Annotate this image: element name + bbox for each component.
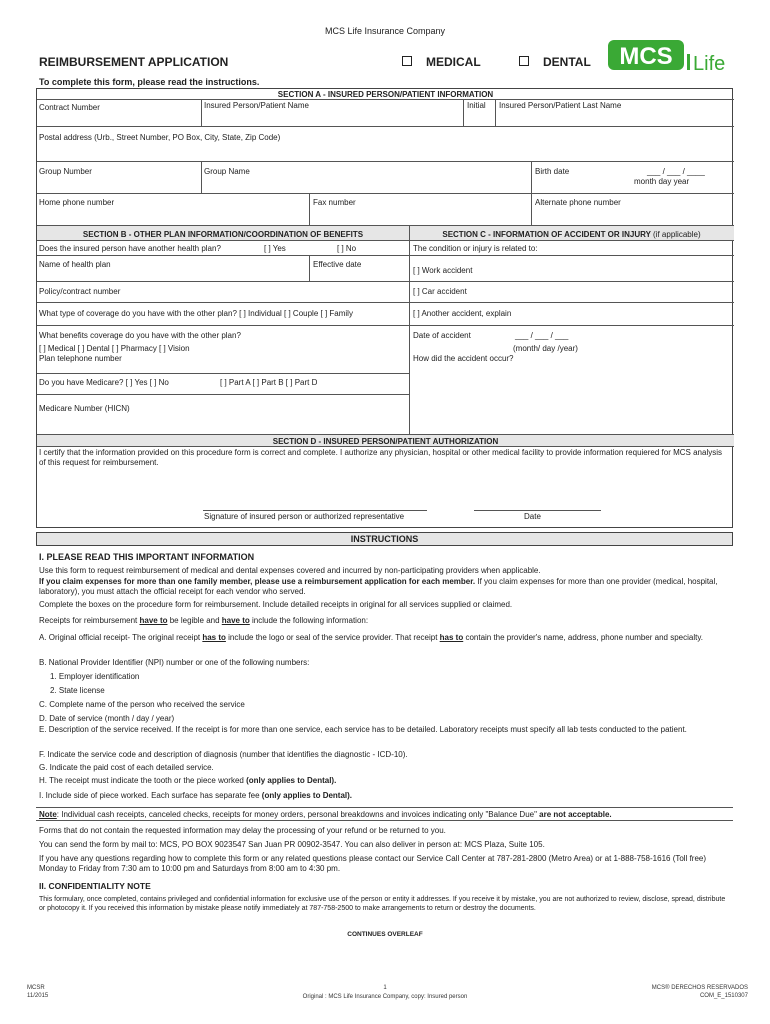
accident-description-field[interactable]: How did the accident occur? (413, 354, 514, 363)
other-plan-yes[interactable]: [ ] Yes (264, 244, 286, 253)
accident-date-blanks: ___ / ___ / ___ (515, 331, 569, 340)
rights-reserved: MCS® DERECHOS RESERVADOS (651, 985, 748, 991)
instructions-p4: Receipts for reimbursement have to be legible and have to include the following information: (39, 616, 369, 625)
medical-checkbox[interactable] (402, 56, 412, 66)
form-code: MCSR (27, 985, 45, 991)
item-c: C. Complete name of the person who received the service (39, 700, 245, 709)
insured-name-field[interactable]: Insured Person/Patient Name (204, 101, 309, 110)
important-info-heading: I. PLEASE READ THIS IMPORTANT INFORMATION (39, 552, 255, 562)
medicare-parts[interactable]: [ ] Part A [ ] Part B [ ] Part D (220, 378, 318, 387)
work-accident-option[interactable]: [ ] Work accident (413, 266, 473, 275)
other-plan-no[interactable]: [ ] No (337, 244, 357, 253)
group-number-field[interactable]: Group Number (39, 167, 92, 176)
item-b2: 2. State license (50, 686, 105, 695)
dental-label: DENTAL (543, 55, 591, 69)
item-b: B. National Provider Identifier (NPI) number or one of the following numbers: (39, 658, 310, 667)
item-g: G. Indicate the paid cost of each detailed service. (39, 763, 214, 772)
effective-date-field[interactable]: Effective date (313, 260, 362, 269)
item-h: H. The receipt must indicate the tooth or the piece worked (only applies to Dental). (39, 776, 337, 785)
home-phone-field[interactable]: Home phone number (39, 198, 115, 207)
certification-text: I certify that the information provided on this procedure form is correct and complete. I authorize any physician, hospital or other medical facility to provide information requiered for MCS analysis of this request for reimbursement. (39, 448, 722, 467)
accident-date-field[interactable]: Date of accident (413, 331, 471, 340)
alt-phone-field[interactable]: Alternate phone number (535, 198, 621, 207)
instructions-p2: If you claim expenses for more than one family member, please use a reimbursement application for each member. If you claim expenses for more than one provider (medical, hospital, laboratory), you must attach the official receipt for each vendor who served. (39, 577, 718, 596)
delay-text: Forms that do not contain the requested information may delay the processing of your refund or be returned to you. (39, 826, 446, 835)
health-plan-name-field[interactable]: Name of health plan (39, 260, 111, 269)
mcs-life-logo (607, 38, 733, 74)
condition-related-label: The condition or injury is related to: (413, 244, 538, 253)
plan-phone-field[interactable]: Plan telephone number (39, 354, 122, 363)
group-name-field[interactable]: Group Name (204, 167, 250, 176)
form-date: 11/2015 (27, 993, 49, 999)
birth-date-field[interactable]: Birth date (535, 167, 570, 176)
fax-field[interactable]: Fax number (313, 198, 356, 207)
medicare-question[interactable]: Do you have Medicare? [ ] Yes [ ] No (39, 378, 169, 387)
item-a: A. Original official receipt- The original receipt has to include the logo or seal of the service provider. That receipt has to contain the provider's name, address, phone number and specialty. (39, 633, 703, 642)
initial-field[interactable]: Initial (467, 101, 486, 110)
company-name: MCS Life Insurance Company (324, 26, 446, 36)
form-id: COM_E_1510307 (699, 993, 748, 999)
instructions-p1: Use this form to request reimbursement of medical and dental expenses covered and incurred by non-participating providers when applicable. (39, 566, 541, 575)
section-d-title: SECTION D - INSURED PERSON/PATIENT AUTHORIZATION (272, 437, 499, 446)
note-text: Note: Individual cash receipts, canceled checks, receipts for money orders, personal breakdowns and invoices indicating only "Balance Due" are not acceptable. (39, 810, 612, 819)
logo-divider (687, 54, 690, 70)
section-c-title: SECTION C - INFORMATION OF ACCIDENT OR INJURY (if applicable) (442, 230, 701, 239)
item-i: I. Include side of piece worked. Each surface has separate fee (only applies to Dental). (39, 791, 353, 800)
accident-date-format: (month/ day /year) (513, 344, 578, 353)
questions-text: If you have any questions regarding how to complete this form or any related questions please contact our Service Call Center at 787-281-2800 (Metro Area) or at 1-888-758-1616 (Toll free) Monday to Friday from 7:30 am to 10:00 pm and Saturdays from 8:00 am to 4:30 pm. (39, 854, 707, 873)
medicare-number-field[interactable]: Medicare Number (HICN) (39, 404, 130, 413)
reimbursement-form (36, 88, 733, 528)
section-b-title: SECTION B - OTHER PLAN INFORMATION/COORDINATION OF BENEFITS (82, 230, 364, 239)
instructions-title: INSTRUCTIONS (36, 532, 733, 546)
signature-line[interactable] (203, 510, 427, 511)
confidentiality-heading: II. CONFIDENTIALITY NOTE (39, 881, 151, 891)
signature-label: Signature of insured person or authorized representative (204, 512, 405, 521)
logo-life-text: Life (693, 53, 726, 74)
car-accident-option[interactable]: [ ] Car accident (413, 287, 467, 296)
confidentiality-text: This formulary, once completed, contains privileged and confidential information for exclusive use of the person or entity it addresses. If you receive it by mistake, you are not authorized to review, disclose, spread, distribute or photocopy it. If you received this information by mistake please notify immediately at 787-758-2500 to make arrangements to return or destroy the documents. (39, 896, 726, 912)
logo-mcs-text: MCS (619, 43, 673, 70)
other-plan-question: Does the insured person have another health plan? (39, 244, 221, 253)
item-b1: 1. Employer identification (50, 672, 140, 681)
copy-distribution: Original : MCS Life Insurance Company, copy: Insured person (302, 994, 468, 1000)
benefits-question: What benefits coverage do you have with the other plan? (39, 331, 241, 340)
last-name-field[interactable]: Insured Person/Patient Last Name (499, 101, 622, 110)
dental-checkbox[interactable] (519, 56, 529, 66)
benefits-options[interactable]: [ ] Medical [ ] Dental [ ] Pharmacy [ ] Vision (39, 344, 190, 353)
page-number: 1 (383, 985, 387, 991)
contract-number-field[interactable]: Contract Number (39, 103, 100, 112)
birth-date-format: month day year (634, 177, 690, 186)
form-title: REIMBURSEMENT APPLICATION (39, 55, 229, 69)
item-d: D. Date of service (month / day / year) (39, 714, 175, 723)
another-accident-option[interactable]: [ ] Another accident, explain (413, 309, 512, 318)
mail-text: You can send the form by mail to: MCS, PO BOX 9023547 San Juan PR 00902-3547. You can also deliver in person at: MCS Plaza, Suite 105. (39, 840, 545, 849)
date-label: Date (524, 512, 541, 521)
item-e: E. Description of the service received. If the receipt is for more than one service, each service has to be detailed. Laboratory receipts must specify all lab tests conducted to the patient. (39, 725, 687, 734)
section-a-title: SECTION A - INSURED PERSON/PATIENT INFORMATION (277, 90, 494, 99)
date-line[interactable] (474, 510, 601, 511)
birth-date-blanks: ___ / ___ / ____ (647, 167, 705, 176)
postal-address-field[interactable]: Postal address (Urb., Street Number, PO Box, City, State, Zip Code) (39, 133, 281, 142)
instructions-hint: To complete this form, please read the instructions. (39, 77, 260, 87)
policy-number-field[interactable]: Policy/contract number (39, 287, 121, 296)
item-f: F. Indicate the service code and description of diagnosis (number that identifies the diagnostic - ICD-10). (39, 750, 408, 759)
instructions-p3: Complete the boxes on the procedure form for reimbursement. Include detailed receipts in original for all services supplied or claimed. (39, 600, 513, 609)
coverage-type-options[interactable]: What type of coverage do you have with the other plan? [ ] Individual [ ] Couple [ ] Family (39, 309, 353, 318)
medical-label: MEDICAL (426, 55, 481, 69)
continues-overleaf: CONTINUES OVERLEAF (347, 931, 423, 938)
